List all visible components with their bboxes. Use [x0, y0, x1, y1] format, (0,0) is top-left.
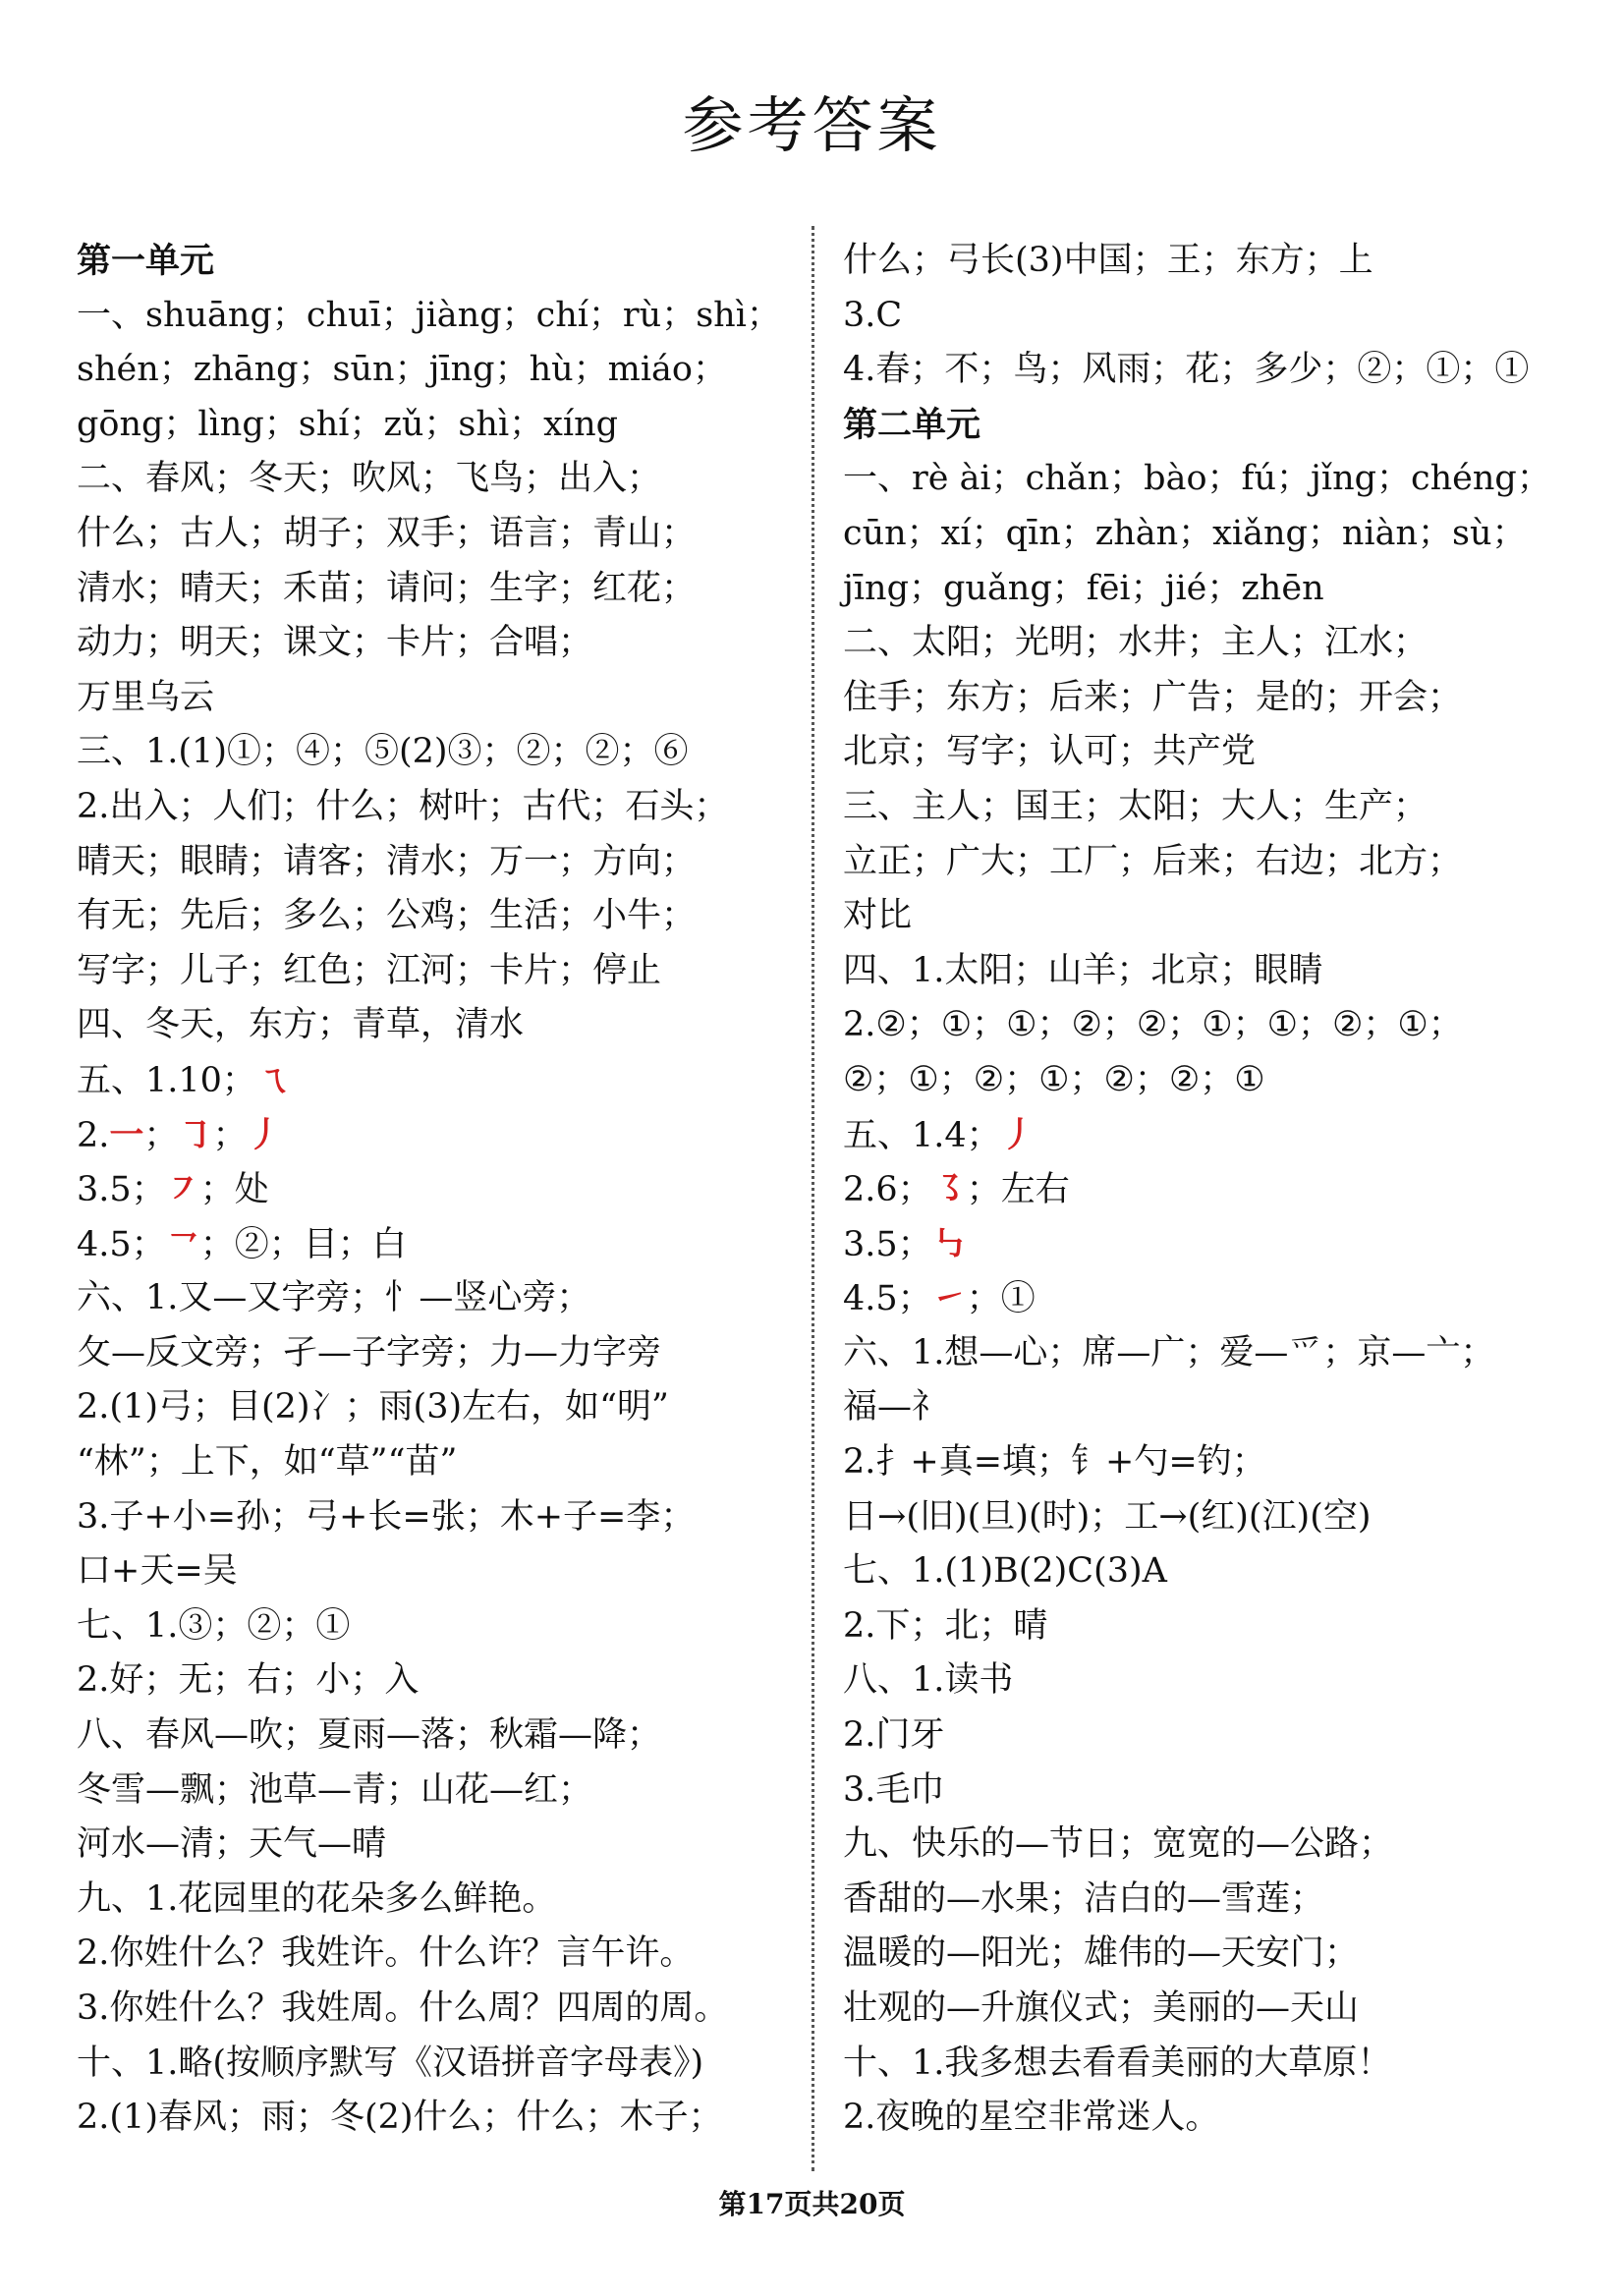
answer-text: 九、快乐的—节日；宽宽的—公路；: [843, 1824, 1394, 1865]
answer-line: [843, 1653, 1570, 1708]
answer-text: 万里乌云: [77, 677, 215, 717]
answer-line: [843, 780, 1570, 835]
answer-line: [843, 1435, 1570, 1490]
answer-line: [843, 2091, 1570, 2146]
answer-line: [77, 1053, 784, 1108]
answer-line: [843, 998, 1570, 1053]
answer-line: [77, 1818, 784, 1873]
page-number: 第17页共20页: [718, 2188, 906, 2220]
answer-text: 福—礻: [843, 1387, 947, 1428]
answer-text: 一、shuāng；chuī；jiàng；chí；rù；shì；: [77, 295, 781, 335]
answer-line: [77, 2037, 784, 2092]
answer-text: 五、1.10；: [77, 1060, 256, 1100]
answer-line: [77, 398, 784, 453]
answer-line: [77, 343, 784, 398]
answer-text: 3.C: [843, 295, 903, 335]
answer-line: [843, 1271, 1570, 1326]
answer-text: 三、主人；国王；太阳；大人；生产；: [843, 786, 1428, 826]
handwritten-stroke: 一: [109, 1114, 144, 1155]
answer-line: [843, 1927, 1570, 1982]
answer-text: gōng；lìng；shí；zǔ；shì；xíng: [77, 404, 619, 444]
answer-line: [77, 1982, 784, 2037]
answer-line: [77, 780, 784, 835]
answer-text: 写字；儿子；红色；江河；卡片；停止: [77, 950, 662, 990]
answer-line: [77, 452, 784, 507]
handwritten-stroke: ㇌: [931, 1169, 967, 1210]
answer-text: 2.出入；人们；什么；树叶；古代；石头；: [77, 786, 729, 826]
answer-text: 2.好；无；右；小；入: [77, 1660, 420, 1701]
answer-line: [77, 998, 784, 1053]
answer-line: [77, 1764, 784, 1819]
handwritten-stroke: ㇉: [931, 1223, 967, 1264]
answer-line: [77, 1599, 784, 1654]
answer-line: [843, 1982, 1570, 2037]
answer-text: ②；①；②；①；②；②；①: [843, 1059, 1265, 1099]
answer-line: [77, 1380, 784, 1435]
answer-text: 4.春；不；鸟；风雨；花；多少；②；①；①: [843, 350, 1530, 390]
answer-line: [843, 725, 1570, 780]
answer-line: [77, 616, 784, 671]
answer-text: cūn；xí；qīn；zhàn；xiǎng；niàn；sù；: [843, 513, 1527, 553]
left-answer-column: [77, 234, 784, 2146]
answer-line: [77, 1217, 784, 1272]
answer-text: 四、1.太阳；山羊；北京；眼睛: [843, 950, 1323, 990]
answer-text: 什么；古人；胡子；双手；语言；青山；: [77, 513, 697, 553]
answer-text: 动力；明天；课文；卡片；合唱；: [77, 623, 593, 663]
answer-line: [843, 452, 1570, 507]
answer-line: [77, 507, 784, 562]
answer-text: 二、春风；冬天；吹风；飞鸟；出入；: [77, 459, 662, 499]
answer-line: [77, 1927, 784, 1982]
answer-line: [77, 289, 784, 344]
answer-line: [843, 1764, 1570, 1819]
answer-text: 六、1.想—心；席—广；爱—爫；京—亠；: [843, 1332, 1495, 1372]
answer-text: 住手；东方；后来；广告；是的；开会；: [843, 677, 1463, 717]
answer-line: [77, 1544, 784, 1599]
handwritten-stroke: ㇀: [931, 1278, 967, 1319]
answer-line: [77, 1873, 784, 1928]
answer-line: [77, 1490, 784, 1545]
answer-text: 4.5；: [843, 1279, 932, 1319]
answer-text: 2.(1)春风；雨；冬(2)什么；什么；木子；: [77, 2098, 723, 2138]
answer-text: 对比: [843, 896, 913, 936]
answer-text: 晴天；眼睛；请客；清水；万一；方向；: [77, 841, 697, 881]
answer-text: ；①: [966, 1279, 1036, 1319]
answer-line: [843, 944, 1570, 999]
right-answer-column: [843, 234, 1570, 2146]
answer-text: 3.子+小=孙；弓+长=张；木+子=李；: [77, 1496, 696, 1537]
answer-text: 2.: [77, 1115, 110, 1155]
answer-text: 香甜的—水果；洁白的—雪莲；: [843, 1878, 1325, 1919]
answer-text: ；处: [199, 1170, 269, 1210]
answer-text: 3.你姓什么？我姓周。什么周？四周的周。: [77, 1988, 729, 2028]
answer-line: [843, 1544, 1570, 1599]
handwritten-stroke: 丿: [1000, 1114, 1036, 1155]
answer-text: 八、春风—吹；夏雨—落；秋霜—降；: [77, 1715, 662, 1756]
answer-text: jīng；guǎng；fēi；jié；zhēn: [843, 568, 1324, 608]
handwritten-stroke: 丿: [247, 1114, 282, 1155]
answer-text: 2.②；①；①；②；②；①；①；②；①；: [843, 1005, 1463, 1045]
handwritten-stroke: ㇆: [178, 1114, 213, 1155]
answer-text: 3.5；: [843, 1224, 932, 1264]
answer-text: ；: [143, 1115, 179, 1155]
column-divider: [812, 226, 814, 2171]
answer-line: [77, 835, 784, 890]
answer-line: [843, 616, 1570, 671]
answer-line: [77, 2091, 784, 2146]
answer-text: 2.扌+真=填；钅+勺=钓；: [843, 1442, 1266, 1483]
answer-line: [843, 1708, 1570, 1764]
answer-line: [77, 1108, 784, 1163]
answer-text: ；②；目；白: [199, 1224, 407, 1264]
answer-text: 三、1.(1)①；④；⑤(2)③；②；②；⑥: [77, 732, 689, 772]
handwritten-stroke: ㇇: [165, 1169, 200, 1210]
answer-text: 日→(旧)(旦)(时)；工→(红)(江)(空): [843, 1496, 1372, 1537]
answer-text: “林”；上下，如“草”“苗”: [77, 1442, 458, 1483]
answer-text: 河水—清；天气—晴: [77, 1824, 387, 1865]
answer-text: 一、rè ài；chǎn；bào；fú；jǐng；chéng；: [843, 459, 1551, 499]
answer-line: [843, 1326, 1570, 1381]
answer-line: [77, 1326, 784, 1381]
answer-line: [843, 343, 1570, 398]
answer-text: 口+天=吴: [77, 1551, 238, 1592]
answer-line: [77, 562, 784, 617]
answer-text: ；: [212, 1115, 248, 1155]
answer-text: 四、冬天，东方；青草，清水: [77, 1005, 525, 1045]
answer-text: 十、1.略(按顺序默写《汉语拼音字母表》): [77, 2043, 704, 2083]
answer-text: 什么；弓长(3)中国；王；东方；上: [843, 241, 1373, 280]
answer-line: [77, 671, 784, 726]
answer-line: [77, 725, 784, 780]
answer-text: 清水；晴天；禾苗；请问；生字；红花；: [77, 568, 697, 608]
answer-line: [843, 562, 1570, 617]
answer-text: 第二单元: [843, 404, 981, 445]
answer-text: 第一单元: [77, 241, 215, 281]
answer-line: [843, 671, 1570, 726]
answer-text: 2.下；北；晴: [843, 1605, 1048, 1646]
answer-text: 北京；写字；认可；共产党: [843, 732, 1257, 772]
answer-text: 温暖的—阳光；雄伟的—天安门；: [843, 1933, 1360, 1974]
answer-text: 壮观的—升旗仪式；美丽的—天山: [843, 1988, 1360, 2028]
answer-text: 有无；先后；多么；公鸡；生活；小牛；: [77, 896, 697, 936]
answer-line: [843, 1162, 1570, 1217]
answer-line: [843, 1599, 1570, 1654]
answer-text: 冬雪—飘；池草—青；山花—红；: [77, 1769, 593, 1810]
handwritten-stroke: ㇖: [165, 1223, 200, 1264]
answer-line: [843, 507, 1570, 562]
answer-text: 立正；广大；工厂；后来；右边；北方；: [843, 841, 1463, 881]
answer-text: 七、1.(1)B(2)C(3)A: [843, 1551, 1167, 1592]
answer-line: [77, 1435, 784, 1490]
answer-text: 2.门牙: [843, 1715, 945, 1756]
answer-line: [843, 1108, 1570, 1163]
answer-line: [843, 1217, 1570, 1272]
answer-text: 攵—反文旁；孑—子字旁；力—力字旁: [77, 1332, 662, 1372]
answer-line: [843, 1490, 1570, 1545]
answer-line: [77, 944, 784, 999]
answer-line: [843, 1053, 1570, 1108]
page-title: 参考答案: [682, 89, 942, 161]
unit-heading: [77, 234, 784, 289]
answer-line: [843, 289, 1570, 344]
answer-text: 2.(1)弓；目(2)冫；雨(3)左右，如“明”: [77, 1387, 669, 1428]
answer-text: 七、1.③；②；①: [77, 1605, 351, 1646]
answer-line: [77, 1162, 784, 1217]
answer-text: 4.5；: [77, 1224, 166, 1264]
answer-text: 八、1.读书: [843, 1660, 1014, 1701]
answer-text: 3.毛巾: [843, 1769, 945, 1810]
answer-text: 五、1.4；: [843, 1115, 1001, 1155]
answer-line: [77, 1271, 784, 1326]
handwritten-stroke: ㄟ: [255, 1059, 291, 1100]
answer-text: 2.你姓什么？我姓许。什么许？言午许。: [77, 1933, 695, 1974]
answer-line: [843, 835, 1570, 890]
answer-line: [77, 1708, 784, 1764]
answer-text: shén；zhāng；sūn；jīng；hù；miáo；: [77, 350, 727, 390]
answer-text: ；左右: [966, 1170, 1070, 1210]
answer-line: [77, 1653, 784, 1708]
answer-line: [843, 1818, 1570, 1873]
answer-text: 3.5；: [77, 1170, 166, 1210]
unit-heading: [843, 398, 1570, 453]
answer-line: [843, 1380, 1570, 1435]
answer-text: 九、1.花园里的花朵多么鲜艳。: [77, 1878, 557, 1919]
answer-text: 2.6；: [843, 1170, 932, 1210]
answer-line: [77, 889, 784, 944]
answer-line: [843, 889, 1570, 944]
answer-line: [843, 234, 1570, 289]
answer-line: [843, 1873, 1570, 1928]
answer-line: [843, 2037, 1570, 2092]
answer-text: 二、太阳；光明；水井；主人；江水；: [843, 623, 1428, 663]
answer-text: 十、1.我多想去看看美丽的大草原！: [843, 2043, 1392, 2083]
answer-text: 六、1.又—又字旁；忄—竖心旁；: [77, 1278, 591, 1318]
answer-text: 2.夜晚的星空非常迷人。: [843, 2098, 1220, 2138]
